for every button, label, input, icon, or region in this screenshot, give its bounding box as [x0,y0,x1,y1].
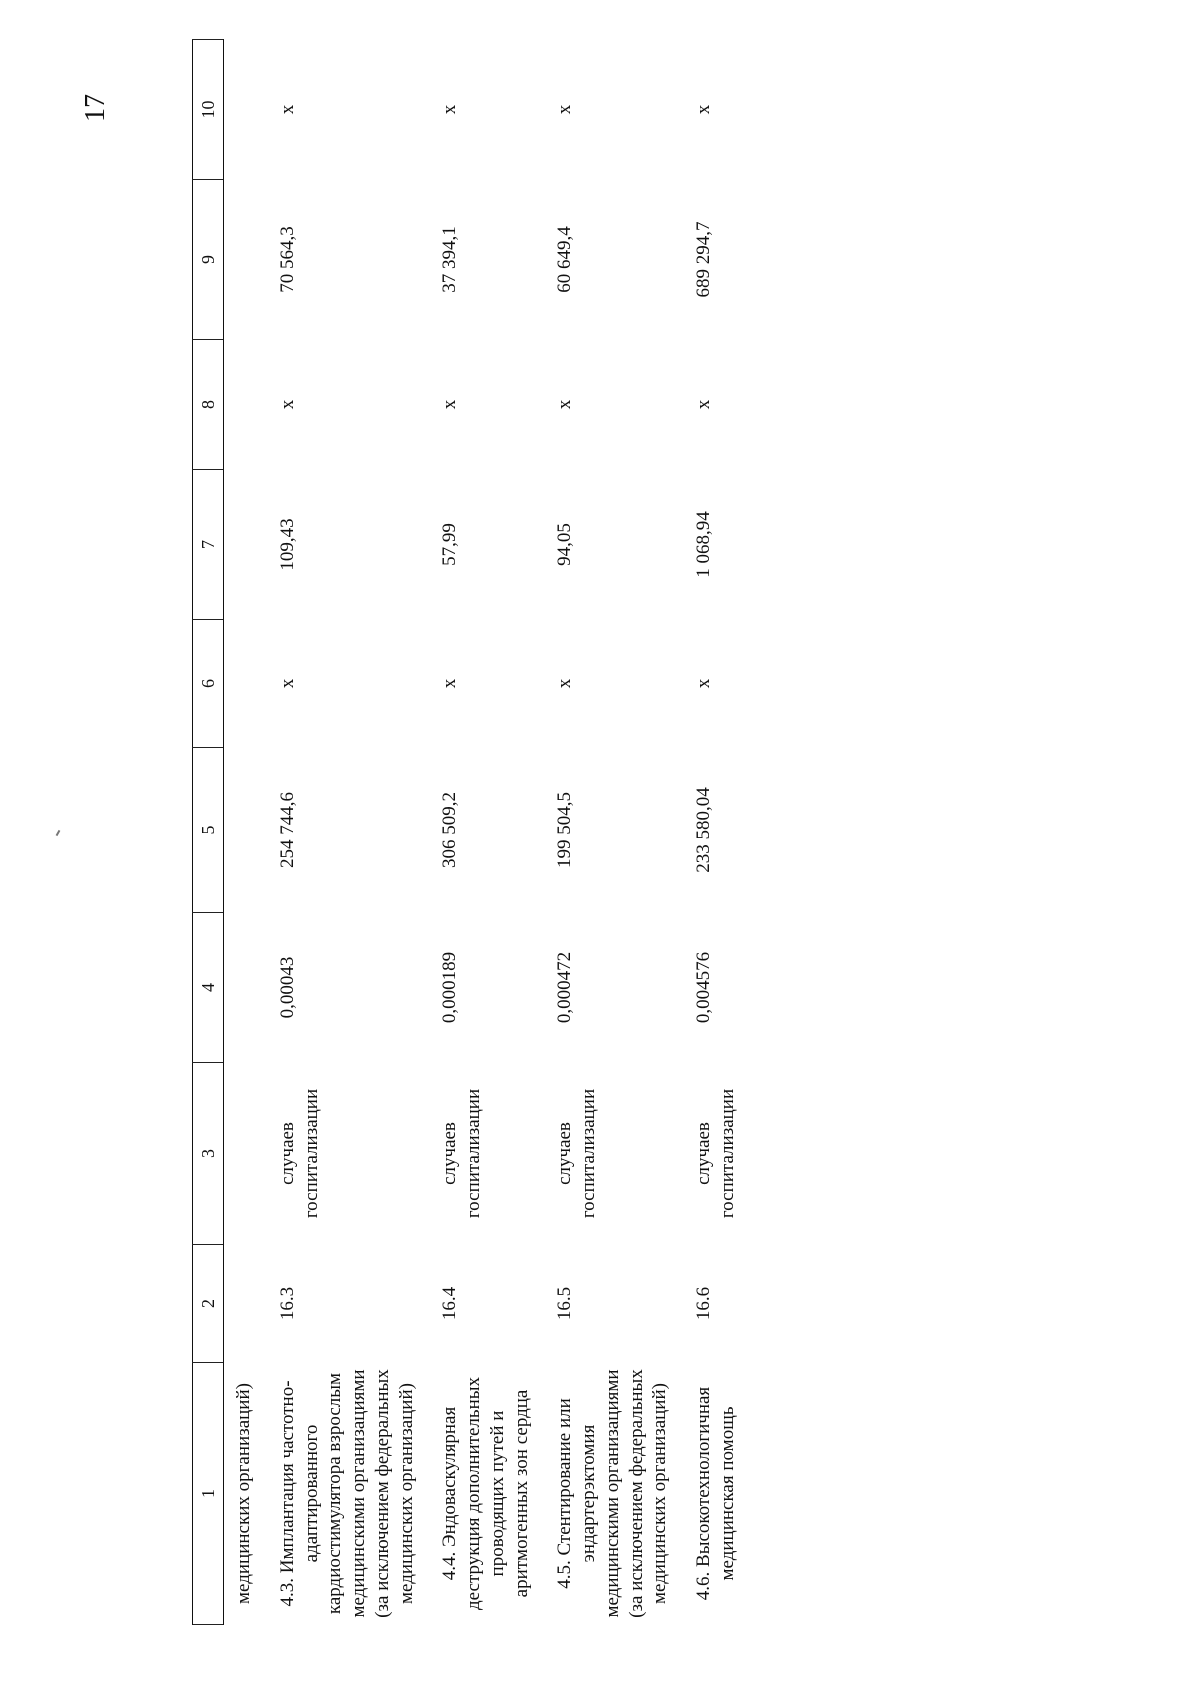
table-row-continuation [224,40,262,1625]
column-header: 5 [193,748,224,913]
cell-c6 [224,620,262,748]
cell-c10 [224,40,262,180]
cell-c8 [224,340,262,470]
column-header: 3 [193,1063,224,1245]
cell-unit: случаев госпитализации [693,1088,738,1219]
cell-c6: х [439,678,461,689]
table-row [539,40,678,1625]
cell-c10: х [554,104,576,115]
cell-c10: х [693,104,714,115]
scan-artifact [56,830,61,836]
cell-unit: случаев госпитализации [439,1088,484,1219]
cell-name: медицинских организаций) [233,1383,254,1604]
cell-c9: 70 564,3 [276,226,298,293]
cell-unit: случаев госпитализации [554,1088,599,1219]
cell-code: 16.5 [554,1286,576,1321]
cell-c4: 0,000189 [439,951,461,1024]
cell-name: 4.6. Высокотехнологичная медицинская помощь [693,1386,738,1601]
cell-unit: случаев госпитализации [276,1088,322,1219]
cell-unit [224,1063,262,1245]
column-header: 9 [193,180,224,340]
page-number: 17 [80,94,111,122]
column-header: 1 [193,1363,224,1625]
table-row [424,40,539,1625]
cell-c6: х [276,678,298,689]
cell-c8: х [693,399,714,410]
cell-c10: х [276,104,298,115]
cell-c8: х [439,399,461,410]
cell-name: 4.4. Эндоваскулярная деструкция дополнительных проводящих путей и аритмогенных зон сердца [439,1376,532,1611]
cell-name: 4.3. Имплантация частотно-адаптированного кардиостимулятора взрослым медицинскими организациями (за исключением федеральных медицинских организаций) [276,1369,417,1618]
cell-c7: 1 068,94 [693,511,714,578]
cell-code: 16.3 [276,1286,298,1321]
cell-c4 [224,913,262,1063]
cell-c5: 306 509,2 [439,792,461,868]
cell-c8: х [276,399,298,410]
financial-norms-table [192,39,746,1625]
cell-code [224,1245,262,1363]
cell-c9: 60 649,4 [554,226,576,293]
cell-c5: 199 504,5 [554,792,576,868]
cell-c6: х [693,678,714,689]
cell-c6: х [554,678,576,689]
cell-c7: 109,43 [276,518,298,571]
cell-c7: 57,99 [439,523,461,566]
cell-name: 4.5. Стентирование или эндартерэктомия медицинскими организациями (за исключением федеральных медицинских организаций) [554,1369,671,1618]
cell-c8: х [554,399,576,410]
column-header: 4 [193,913,224,1063]
column-header: 6 [193,620,224,748]
cell-c4: 0,004576 [693,951,714,1024]
cell-c9 [224,180,262,340]
column-header: 2 [193,1245,224,1363]
rotated-table-container [192,40,992,1625]
cell-c4: 0,00043 [276,956,298,1019]
cell-c9: 689 294,7 [693,221,714,298]
table-row [678,40,746,1625]
cell-c5 [224,748,262,913]
cell-c9: 37 394,1 [439,226,461,293]
cell-code: 16.4 [439,1286,461,1321]
cell-code: 16.6 [693,1286,714,1321]
column-header: 7 [193,470,224,620]
cell-c10: х [439,104,461,115]
cell-c5: 233 580,04 [693,787,714,873]
table-header-row [193,40,224,1625]
cell-c4: 0,000472 [554,951,576,1024]
column-header: 8 [193,340,224,470]
cell-c5: 254 744,6 [276,792,298,868]
column-header: 10 [193,40,224,180]
cell-c7: 94,05 [554,523,576,566]
cell-c7 [224,470,262,620]
table-row [262,40,425,1625]
